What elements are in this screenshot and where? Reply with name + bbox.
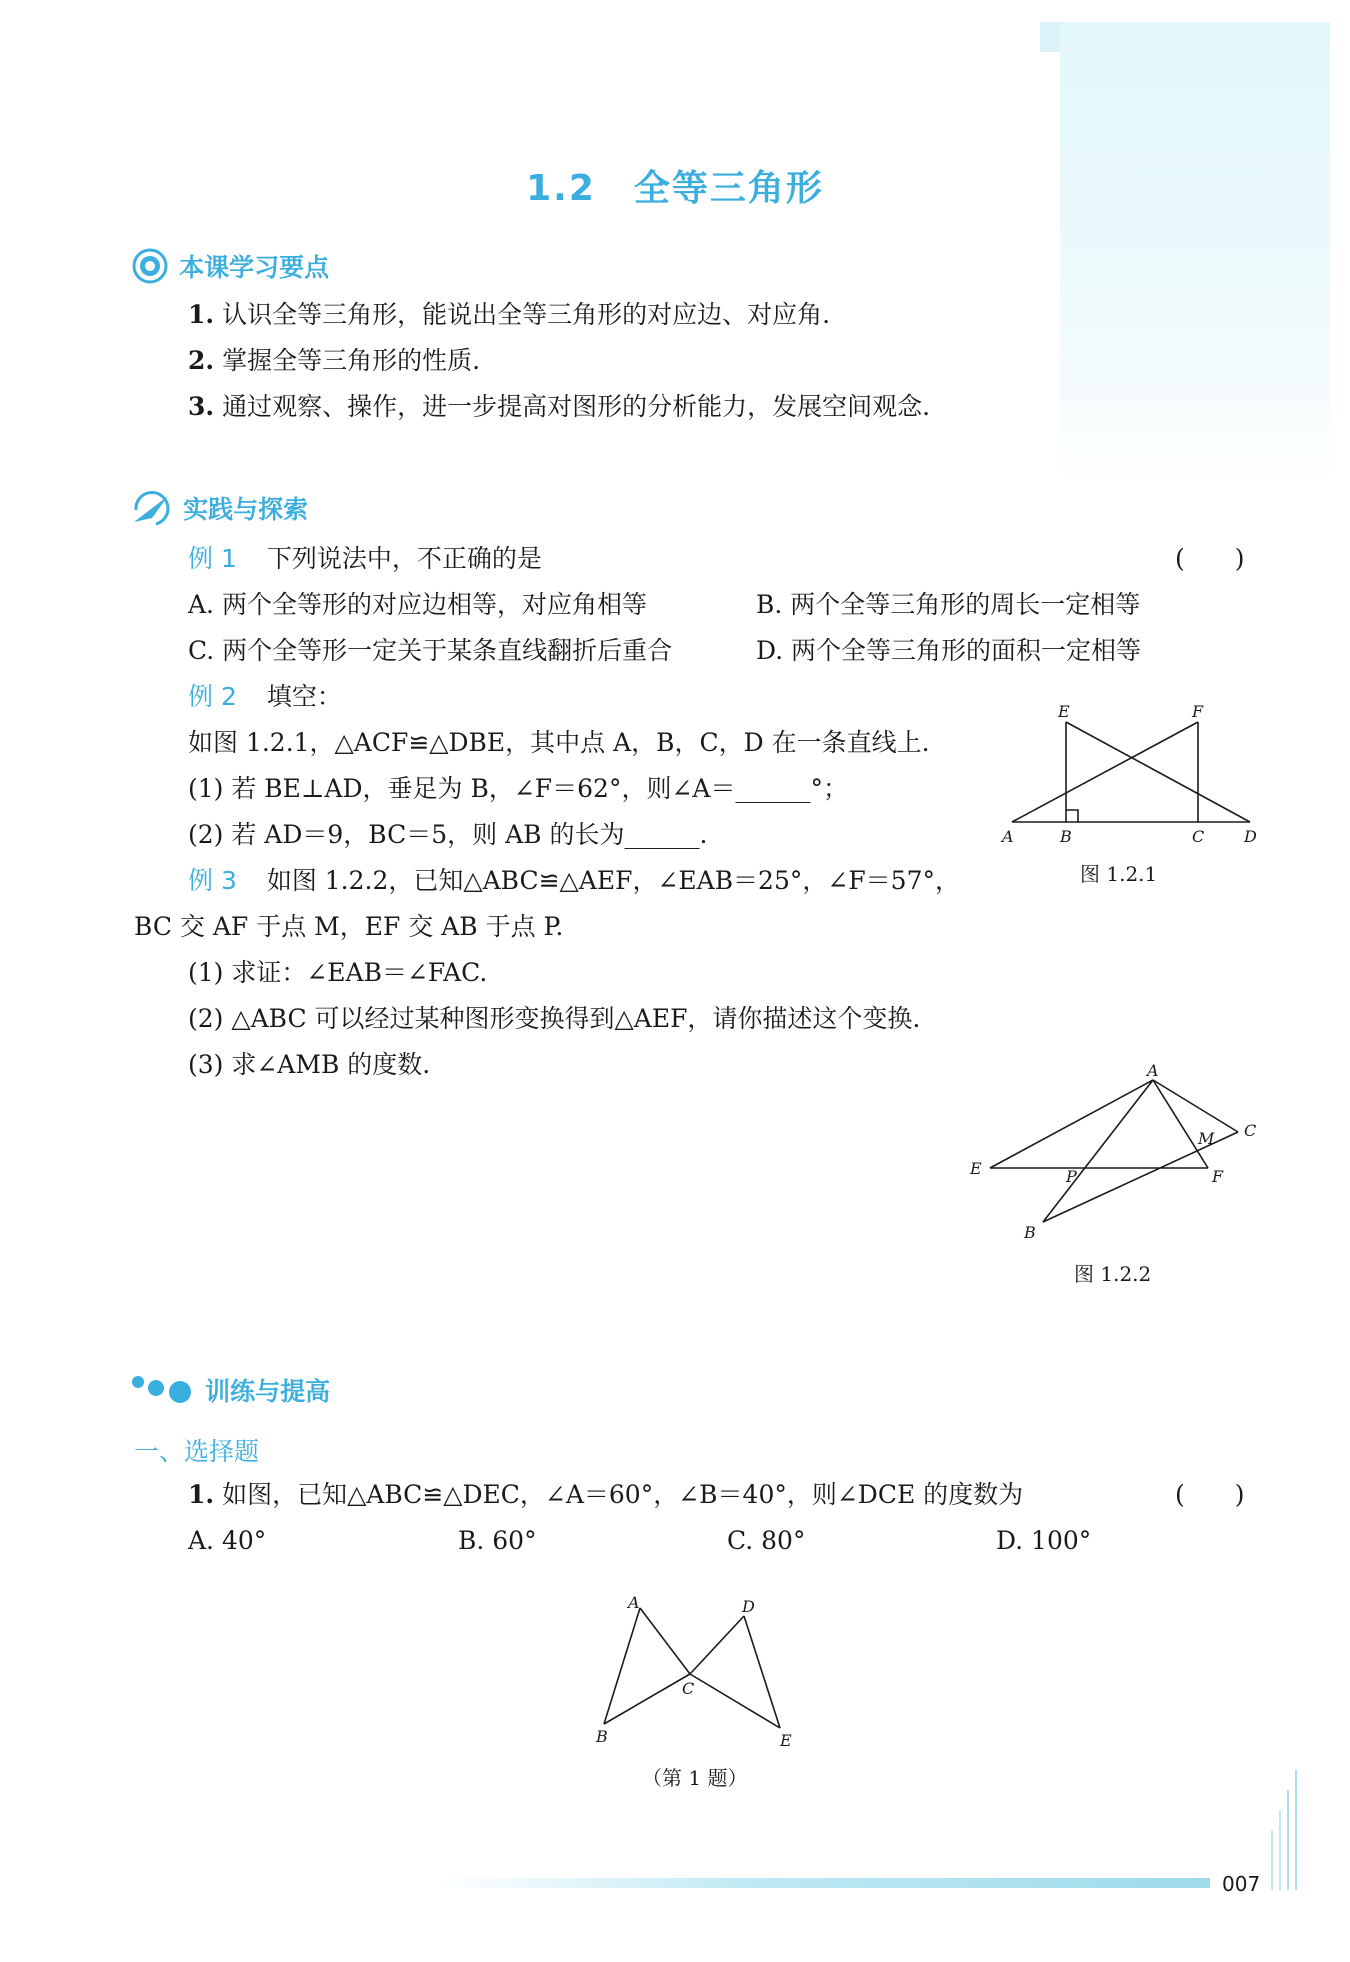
goal-item-3 bbox=[188, 392, 930, 422]
example-text: 填空： bbox=[266, 682, 342, 711]
segment-AC bbox=[1153, 1080, 1238, 1132]
example-label: 例 3 bbox=[188, 866, 237, 895]
example-3-line-2: BC 交 AF 于点 M，EF 交 AB 于点 P. bbox=[134, 912, 564, 941]
segment-DE bbox=[744, 1616, 780, 1728]
question-text: 如图，已知△ABC≌△DEC，∠A＝60°，∠B＝40°，则∠DCE 的度数为 bbox=[222, 1480, 1024, 1509]
goal-item-1 bbox=[188, 300, 830, 330]
goal-item-text: 通过观察、操作，进一步提高对图形的分析能力，发展空间观念. bbox=[222, 392, 931, 421]
label-A: A bbox=[1002, 827, 1014, 846]
dots-icon bbox=[130, 1372, 196, 1408]
segment-AE bbox=[990, 1080, 1153, 1168]
practice-heading: 实践与探索 bbox=[183, 495, 309, 524]
goal-item-2 bbox=[188, 346, 480, 376]
question-number: 1. bbox=[188, 1480, 215, 1509]
example-label: 例 2 bbox=[188, 682, 237, 711]
example-3-q2: (2) △ABC 可以经过某种图形变换得到△AEF，请你描述这个变换. bbox=[188, 1004, 921, 1033]
question-1-option-d: D. 100° bbox=[996, 1526, 1092, 1555]
goal-item-number: 3. bbox=[188, 392, 215, 421]
label-B: B bbox=[1024, 1223, 1036, 1240]
training-heading: 训练与提高 bbox=[205, 1377, 331, 1406]
segment-DC bbox=[690, 1616, 744, 1674]
question-1-option-b: B. 60° bbox=[458, 1526, 537, 1555]
goal-item-text: 掌握全等三角形的性质. bbox=[222, 346, 481, 375]
figure-1-2-1 bbox=[1000, 700, 1270, 850]
footer-decoration-bar bbox=[440, 1878, 1210, 1888]
training-subheading: 一、选择题 bbox=[134, 1437, 260, 1466]
question-1-option-a: A. 40° bbox=[188, 1526, 267, 1555]
example-2-line-1: 如图 1.2.1，△ACF≌△DBE，其中点 A，B，C，D 在一条直线上. bbox=[188, 728, 930, 757]
corner-decoration bbox=[1060, 22, 1330, 492]
example-text: 下列说法中，不正确的是 bbox=[266, 544, 542, 573]
example-2-header bbox=[188, 682, 342, 712]
label-C: C bbox=[682, 1679, 695, 1698]
paper-plane-icon bbox=[130, 488, 174, 528]
example-1-question bbox=[188, 544, 542, 574]
label-B: B bbox=[1060, 827, 1072, 846]
page-number: 007 bbox=[1222, 1872, 1261, 1896]
goals-section-header bbox=[132, 248, 329, 284]
answer-paren: ( ) bbox=[1175, 1480, 1245, 1509]
label-E: E bbox=[970, 1159, 982, 1178]
label-F: F bbox=[1212, 1167, 1224, 1186]
label-C: C bbox=[1192, 827, 1205, 846]
segment-AF bbox=[1153, 1080, 1208, 1168]
training-section-header bbox=[130, 1372, 330, 1408]
segment-AF bbox=[1012, 722, 1198, 822]
practice-section-header bbox=[130, 488, 308, 528]
label-M: M bbox=[1198, 1129, 1215, 1148]
label-D: D bbox=[1244, 827, 1257, 846]
page-title: 1.2 全等三角形 bbox=[526, 168, 824, 209]
segment-AB bbox=[1043, 1080, 1153, 1222]
figure-question-1 bbox=[590, 1596, 810, 1756]
label-B: B bbox=[596, 1727, 608, 1746]
segment-CE bbox=[690, 1674, 780, 1728]
goal-item-text: 认识全等三角形，能说出全等三角形的对应边、对应角. bbox=[222, 300, 831, 329]
figure-1-2-2 bbox=[960, 1060, 1260, 1240]
figure-1-2-1-caption: 图 1.2.1 bbox=[1080, 862, 1158, 886]
example-text: 如图 1.2.2，已知△ABC≌△AEF，∠EAB＝25°，∠F＝57°， bbox=[266, 866, 960, 895]
example-label: 例 1 bbox=[188, 544, 237, 573]
label-F: F bbox=[1192, 702, 1204, 721]
goal-item-number: 2. bbox=[188, 346, 215, 375]
label-A: A bbox=[1147, 1061, 1159, 1080]
footer-decoration-lines bbox=[1268, 1770, 1308, 1890]
answer-paren: ( ) bbox=[1175, 544, 1245, 573]
example-2-q2: (2) 若 AD＝9，BC＝5，则 AB 的长为______. bbox=[188, 820, 708, 849]
example-2-q1: (1) 若 BE⊥AD，垂足为 B，∠F＝62°，则∠A＝______°； bbox=[188, 774, 848, 803]
example-1-option-d: D. 两个全等三角形的面积一定相等 bbox=[756, 636, 1142, 665]
figure-1-2-2-caption: 图 1.2.2 bbox=[1074, 1262, 1152, 1286]
label-D: D bbox=[742, 1597, 755, 1616]
label-E: E bbox=[780, 1731, 792, 1750]
segment-ED bbox=[1066, 722, 1250, 822]
example-1-option-a: A. 两个全等形的对应边相等，对应角相等 bbox=[188, 590, 647, 619]
example-3-line-1 bbox=[188, 866, 960, 896]
target-icon bbox=[132, 248, 168, 284]
question-1-option-c: C. 80° bbox=[727, 1526, 806, 1555]
label-E: E bbox=[1058, 702, 1070, 721]
right-angle-mark bbox=[1066, 810, 1078, 822]
label-C: C bbox=[1244, 1121, 1257, 1140]
label-A: A bbox=[628, 1596, 640, 1612]
goal-item-number: 1. bbox=[188, 300, 215, 329]
label-P: P bbox=[1066, 1167, 1077, 1186]
segment-AC bbox=[640, 1608, 690, 1674]
question-1 bbox=[188, 1480, 1023, 1510]
example-1-option-b: B. 两个全等三角形的周长一定相等 bbox=[756, 590, 1141, 619]
goals-heading: 本课学习要点 bbox=[179, 253, 330, 282]
example-3-q3: (3) 求∠AMB 的度数. bbox=[188, 1050, 431, 1079]
figure-question-1-caption: （第 1 题） bbox=[642, 1766, 748, 1790]
example-1-option-c: C. 两个全等形一定关于某条直线翻折后重合 bbox=[188, 636, 673, 665]
example-3-q1: (1) 求证：∠EAB＝∠FAC. bbox=[188, 958, 488, 987]
